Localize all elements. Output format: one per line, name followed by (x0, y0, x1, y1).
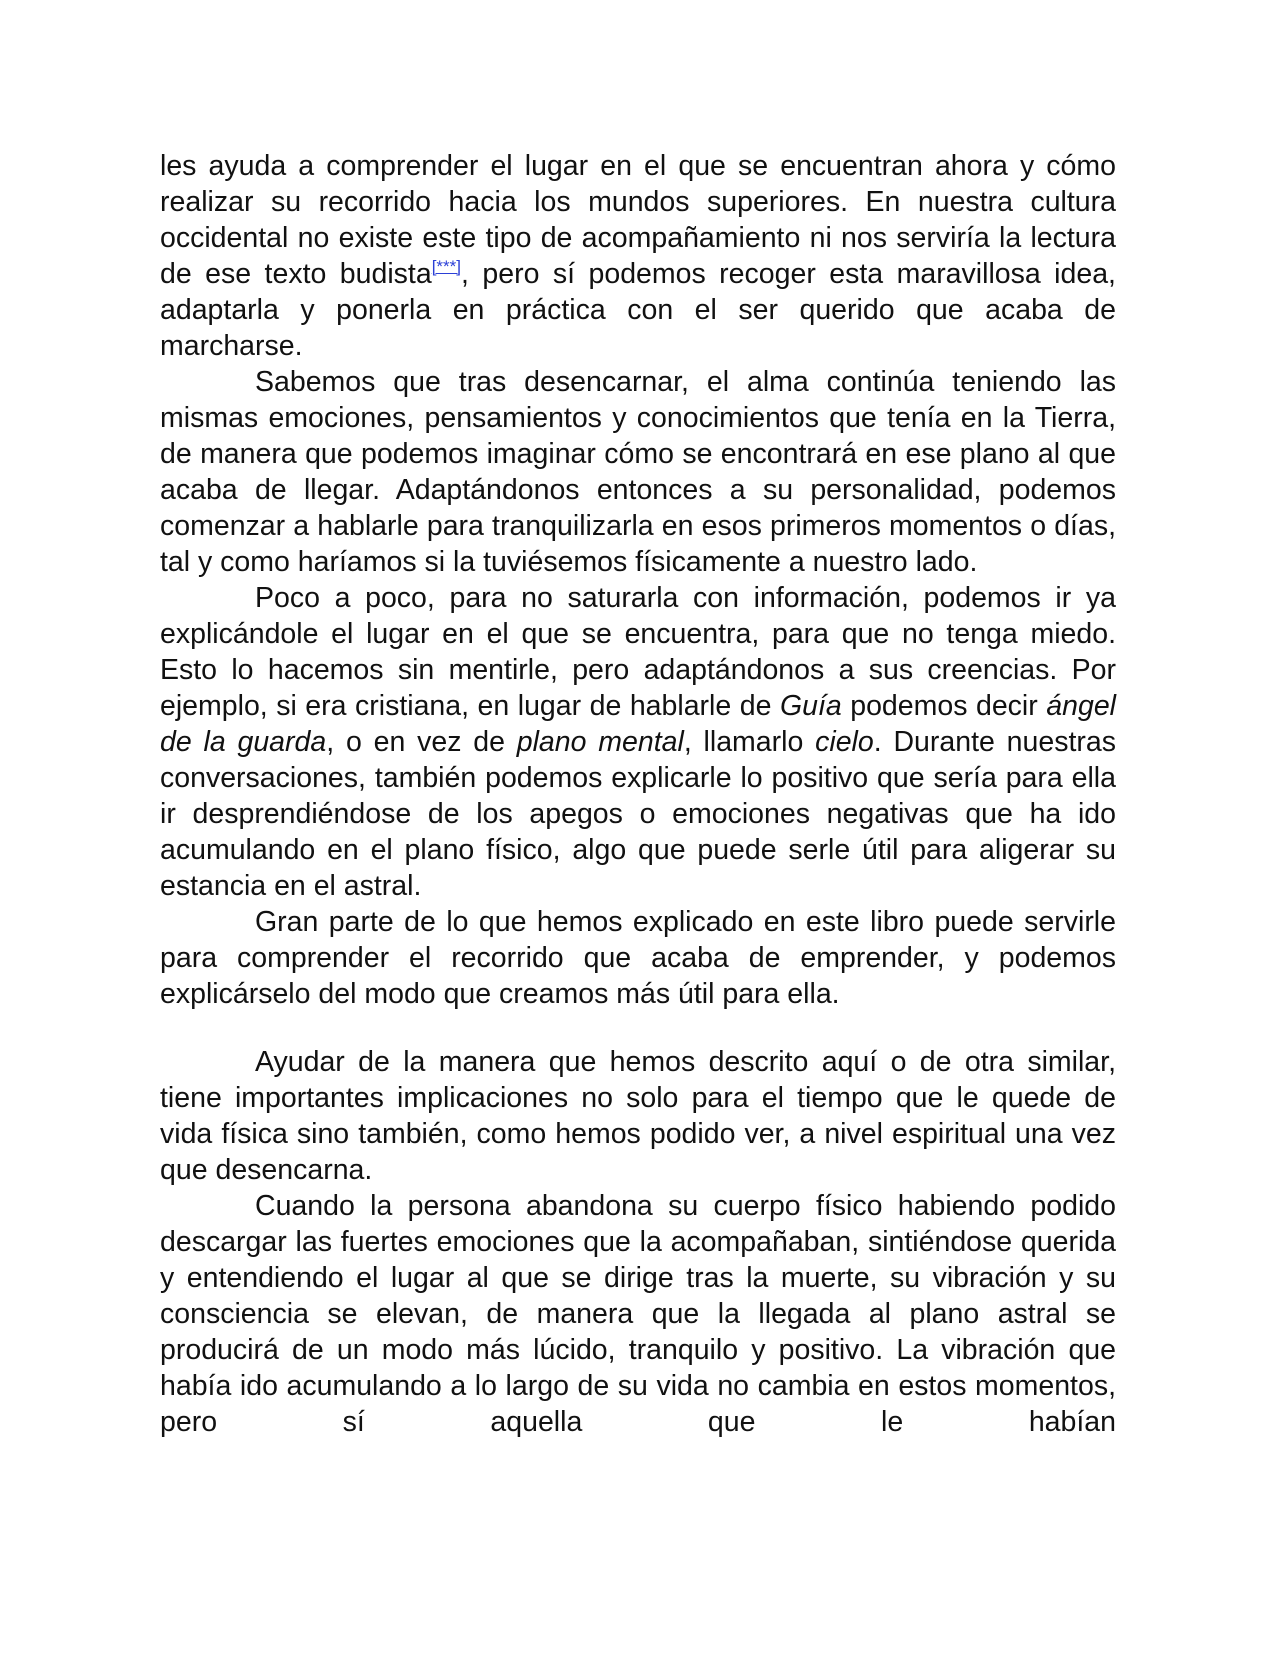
paragraph-text: Cuando la persona abandona su cuerpo físico habiendo podido descargar las fuertes emociones que la acompañaban, sintiéndose querida y entendiendo el lugar al que se dirige tras la muerte, su vibración y su consciencia se elevan, de manera que la llegada al plano astral se producirá de un modo más lúcido, tranquilo y positivo. La vibración que había ido acumulando a lo largo de su vida no cambia en estos momentos, pero sí aquella que le habían (160, 1190, 1116, 1438)
body-paragraph (160, 1188, 1116, 1440)
body-paragraph (160, 580, 1116, 904)
footnote-link[interactable]: [***] (431, 257, 461, 276)
paragraph-text: Sabemos que tras desencarnar, el alma continúa teniendo las mismas emociones, pensamientos y conocimientos que tenía en la Tierra, de manera que podemos imaginar cómo se encontrará en ese plano al que acaba de llegar. Adaptándonos entonces a su personalidad, podemos comenzar a hablarle para tranquilizarla en esos primeros momentos o días, tal y como haríamos si la tuviésemos físicamente a nuestro lado. (160, 366, 1116, 578)
paragraph-text: , llamarlo (683, 726, 816, 758)
paragraph-text: Ayudar de la manera que hemos descrito aquí o de otra similar, tiene importantes implicaciones no solo para el tiempo que le quede de vida física sino también, como hemos podido ver, a nivel espiritual una vez que desencarna. (160, 1046, 1116, 1186)
body-paragraph (160, 904, 1116, 1012)
italic-term: cielo (815, 726, 874, 758)
italic-term: ángel de la guarda (160, 690, 1116, 758)
body-paragraph (160, 148, 1116, 364)
document-page (160, 148, 1116, 1440)
paragraph-text: podemos decir (841, 690, 1047, 722)
paragraph-text: Poco a poco, para no saturarla con información, podemos ir ya explicándole el lugar en el que se encuentra, para que no tenga miedo. Esto lo hacemos sin mentirle, pero adaptándonos a sus creencias. Por ejemplo, si era cristiana, en lugar de hablarle de (160, 582, 1116, 722)
paragraph-text: les ayuda a comprender el lugar en el que se encuentran ahora y cómo realizar su recorrido hacia los mundos superiores. En nuestra cultura occidental no existe este tipo de acompañamiento ni nos serviría la lectura de ese texto budista (160, 150, 1116, 290)
italic-term: plano mental (516, 726, 684, 758)
body-paragraph (160, 364, 1116, 580)
paragraph-text: , o en vez de (326, 726, 517, 758)
paragraph-text: Gran parte de lo que hemos explicado en este libro puede servirle para comprender el recorrido que acaba de emprender, y podemos explicárselo del modo que creamos más útil para ella. (160, 906, 1116, 1010)
italic-term: Guía (779, 690, 842, 722)
body-paragraph (160, 1044, 1116, 1188)
paragraph-spacer (160, 1012, 1116, 1044)
paragraph-text: , pero sí podemos recoger esta maravillosa idea, adaptarla y ponerla en práctica con el ser querido que acaba de marcharse. (160, 258, 1116, 362)
paragraph-text: . Durante nuestras conversaciones, también podemos explicarle lo positivo que sería para ella ir desprendiéndose de los apegos o emociones negativas que ha ido acumulando en el plano físico, algo que puede serle útil para aligerar su estancia en el astral. (160, 726, 1116, 902)
